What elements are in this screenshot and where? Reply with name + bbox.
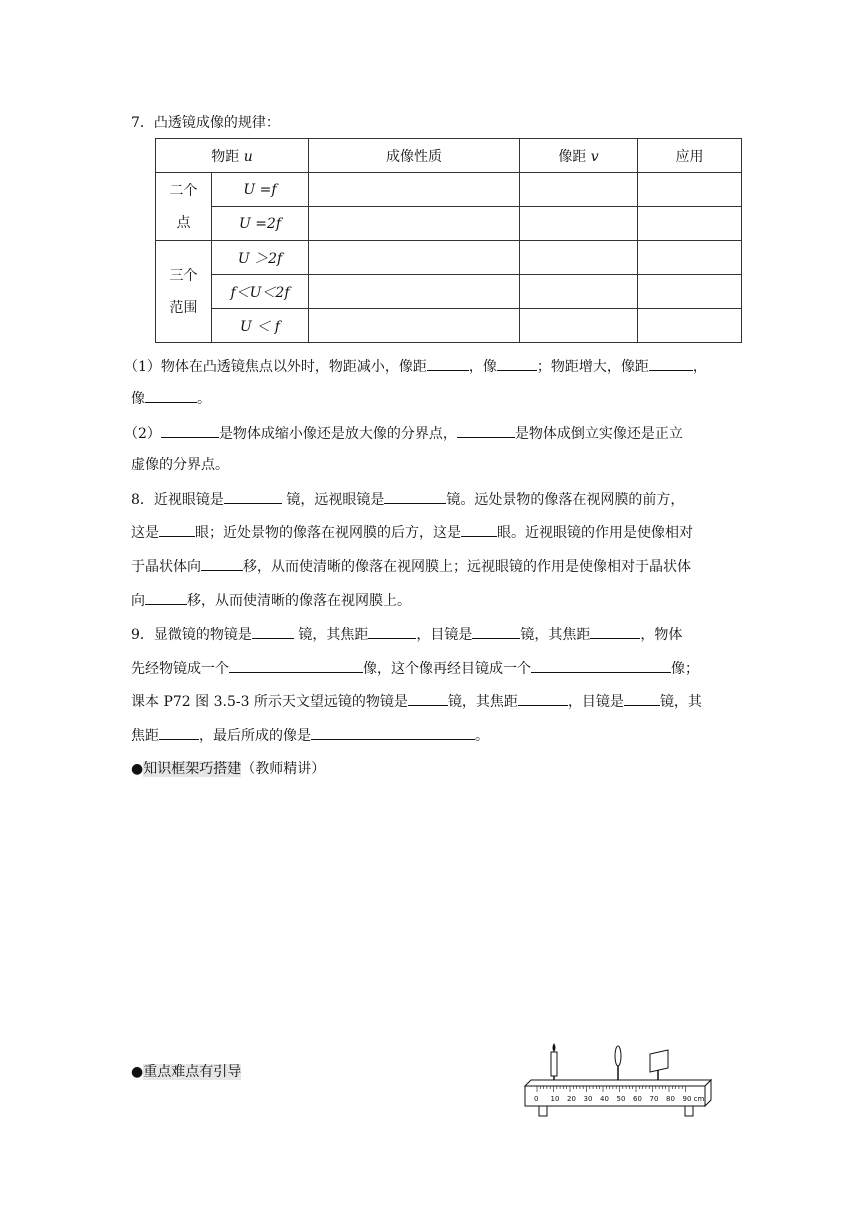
text: ，	[692, 359, 707, 375]
answer-blank[interactable]	[384, 489, 446, 504]
q7-title: 7．凸透镜成像的规律：	[131, 115, 280, 131]
q7-part1-line1	[124, 356, 707, 377]
header-image-nature: 成像性质	[309, 139, 520, 173]
text: 。	[475, 728, 489, 744]
scale-label: 80	[666, 1095, 675, 1103]
section-framework-note: （教师精讲）	[241, 761, 326, 777]
q9-line4	[131, 725, 489, 746]
answer-blank[interactable]	[229, 658, 363, 673]
answer-blank[interactable]	[497, 356, 537, 371]
text: ，目镜是	[567, 694, 624, 710]
text: 这是	[131, 525, 159, 541]
scale-label: 0	[534, 1095, 539, 1103]
cell-blank	[520, 275, 638, 309]
answer-blank[interactable]	[311, 725, 475, 740]
text: ，像	[468, 359, 497, 375]
table-row	[156, 207, 742, 241]
text: 眼；近处景物的像落在视网膜的后方，这是	[195, 525, 461, 541]
text: 向	[131, 593, 145, 609]
q7-part2-line2: 虚像的分界点。	[131, 457, 229, 473]
text: 像	[131, 391, 145, 407]
section-framework	[131, 759, 325, 779]
q9-line3	[131, 691, 702, 712]
group-two-points-top: 二个	[169, 182, 198, 199]
text: 于晶状体向	[131, 559, 201, 575]
bullet: ●	[131, 1064, 144, 1080]
answer-blank[interactable]	[624, 691, 660, 706]
table-row	[156, 275, 742, 309]
answer-blank[interactable]	[145, 590, 187, 605]
group-three-ranges-bottom: 范围	[169, 299, 198, 316]
text: ；物距增大，像距	[536, 359, 649, 375]
answer-blank[interactable]	[161, 423, 219, 438]
answer-blank[interactable]	[408, 691, 448, 706]
text: 镜，其焦距	[447, 694, 518, 710]
group-two-points-bottom: 点	[176, 214, 191, 231]
text: 8．近视眼镜是	[131, 492, 224, 508]
text: 是物体成倒立实像还是正立	[514, 426, 683, 442]
text: 焦距	[131, 728, 159, 744]
text: 眼。近视眼镜的作用是使像相对	[497, 525, 693, 541]
group-two-points	[156, 173, 212, 241]
cell-blank	[638, 309, 742, 343]
answer-blank[interactable]	[461, 522, 497, 537]
answer-blank[interactable]	[472, 624, 520, 639]
row-u-eq-f: U =f	[212, 173, 309, 207]
text: 移，从而使清晰的像落在视网膜上。	[187, 593, 411, 609]
imaging-rules-table	[155, 138, 742, 343]
q8-line2	[131, 522, 693, 543]
text: 9．显微镜的物镜是	[131, 627, 252, 643]
text: 课本 P72 图 3.5-3 所示天文望远镜的物镜是	[131, 694, 408, 710]
row-u-gt-2f: U ＞2f	[212, 241, 309, 275]
scale-label: 20	[567, 1095, 576, 1103]
answer-blank[interactable]	[518, 691, 568, 706]
row-u-lt-f: U ＜ f	[212, 309, 309, 343]
answer-blank[interactable]	[159, 522, 195, 537]
text: 像；	[671, 661, 699, 677]
text: 镜，其焦距	[520, 627, 591, 643]
cell-blank	[638, 241, 742, 275]
scale-label: 40	[600, 1095, 609, 1103]
section-framework-title: 知识框架巧搭建	[143, 761, 242, 777]
text: 。	[197, 391, 211, 407]
text: 移，从而使清晰的像落在视网膜上；远视眼镜的作用是使像相对于晶状体	[243, 559, 691, 575]
text: （1）物体在凸透镜焦点以外时，物距减小，像距	[124, 359, 427, 375]
q7-part1-line2	[131, 388, 211, 409]
group-three-ranges	[156, 241, 212, 343]
header-image-distance: 像距 v	[520, 139, 638, 173]
answer-blank[interactable]	[590, 624, 640, 639]
text: 先经物镜成一个	[131, 661, 229, 677]
text: ，目镜是	[416, 627, 473, 643]
table-row	[156, 241, 742, 275]
group-three-ranges-top: 三个	[169, 267, 198, 284]
cell-blank	[309, 309, 520, 343]
text: ，最后所成的像是	[199, 728, 311, 744]
scale-label: 70	[649, 1095, 659, 1103]
cell-blank	[638, 275, 742, 309]
cell-blank	[638, 173, 742, 207]
text: （2）	[124, 426, 161, 442]
scale-label: 50	[616, 1095, 626, 1103]
cell-blank	[520, 207, 638, 241]
text: 镜，其焦距	[293, 627, 369, 643]
answer-blank[interactable]	[427, 356, 469, 371]
cell-blank	[520, 173, 638, 207]
answer-blank[interactable]	[159, 725, 199, 740]
text: 像，这个像再经目镜成一个	[363, 661, 531, 677]
q8-line4	[131, 590, 411, 611]
scale-label: 60	[633, 1095, 642, 1103]
cell-blank	[309, 275, 520, 309]
answer-blank[interactable]	[252, 624, 294, 639]
scale-label: 10	[550, 1095, 560, 1103]
answer-blank[interactable]	[368, 624, 416, 639]
q9-line2	[131, 658, 699, 679]
cell-blank	[520, 309, 638, 343]
row-f-lt-u-lt-2f: f＜U＜2f	[212, 275, 309, 309]
text: 是物体成缩小像还是放大像的分界点，	[218, 426, 457, 442]
text: ，物体	[640, 627, 683, 643]
bullet: ●	[131, 761, 144, 777]
answer-blank[interactable]	[224, 489, 282, 504]
cell-blank	[309, 241, 520, 275]
optical-bench-illustration	[515, 1040, 715, 1122]
cell-blank	[638, 207, 742, 241]
table-header-row	[156, 139, 742, 173]
q7-part2-line1	[124, 423, 683, 444]
cell-blank	[309, 207, 520, 241]
text: 镜，其	[659, 694, 702, 710]
answer-blank[interactable]	[531, 658, 671, 673]
section-keypoints-title: 重点难点有引导	[143, 1064, 242, 1080]
table-row	[156, 309, 742, 343]
header-application: 应用	[638, 139, 742, 173]
header-object-distance: 物距 u	[156, 139, 309, 173]
row-u-eq-2f: U =2f	[212, 207, 309, 241]
text: 镜。远处景物的像落在视网膜的前方，	[446, 492, 685, 508]
q8-line1	[131, 489, 684, 510]
answer-blank[interactable]	[201, 556, 243, 571]
answer-blank[interactable]	[145, 388, 197, 403]
cell-blank	[520, 241, 638, 275]
section-keypoints	[131, 1062, 241, 1082]
cell-blank	[309, 173, 520, 207]
table-row	[156, 173, 742, 207]
q8-line3	[131, 556, 691, 577]
text: 镜，远视眼镜是	[281, 492, 385, 508]
q9-line1	[131, 624, 682, 645]
answer-blank[interactable]	[457, 423, 515, 438]
scale-label: 30	[583, 1095, 593, 1103]
scale-label: 90 cm	[682, 1095, 705, 1103]
answer-blank[interactable]	[649, 356, 693, 371]
